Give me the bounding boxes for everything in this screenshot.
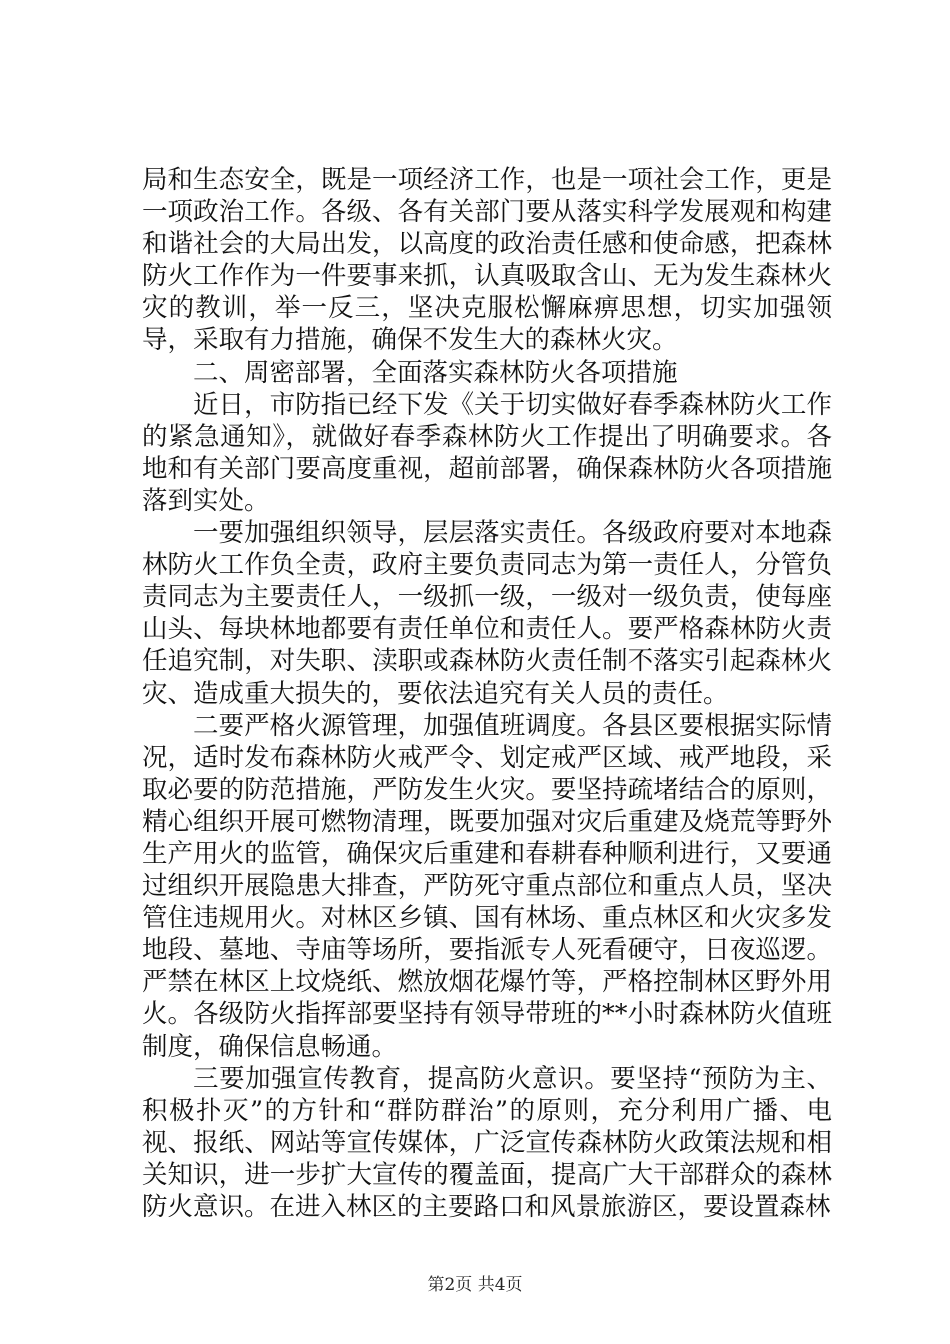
paragraph-1: 局和生态安全，既是一项经济工作，也是一项社会工作，更是一项政治工作。各级、各有关部门要从落实科学发展观和构建和谐社会的大局出发，以高度的政治责任感和使命感，把森林防火工作作为一件要事来抓，认真吸取含山、无为发生森林火灾的教训，举一反三，坚决克服松懈麻痹思想，切实加强领导，采取有力措施，确保不发生大的森林火灾。	[142, 165, 832, 356]
paragraph-2: 近日，市防指已经下发《关于切实做好春季森林防火工作的紧急通知》，就做好春季森林防火工作提出了明确要求。各地和有关部门要高度重视，超前部署，确保森林防火各项措施落到实处。	[142, 389, 832, 516]
paragraph-5: 三要加强宣传教育，提高防火意识。要坚持“预防为主、积极扑灭”的方针和“群防群治”的原则，充分利用广播、电视、报纸、网站等宣传媒体，广泛宣传森林防火政策法规和相关知识，进一步扩大宣传的覆盖面，提高广大干部群众的森林防火意识。在进入林区的主要路口和风景旅游区，要设置森林	[142, 1063, 832, 1222]
page-number-footer: 第2页 共4页	[427, 1275, 523, 1295]
section-heading-2: 二、周密部署，全面落实森林防火各项措施	[193, 357, 678, 388]
document-body	[142, 164, 832, 1223]
paragraph-4: 二要严格火源管理，加强值班调度。各县区要根据实际情况，适时发布森林防火戒严令、划定戒严区域、戒严地段，采取必要的防范措施，严防发生火灾。要坚持疏堵结合的原则，精心组织开展可燃物清理，既要加强对灾后重建及烧荒等野外生产用火的监管，确保灾后重建和春耕春种顺利进行，又要通过组织开展隐患大排查，严防死守重点部位和重点人员，坚决管住违规用火。对林区乡镇、国有林场、重点林区和火灾多发地段、墓地、寺庙等场所，要指派专人死看硬守，日夜巡逻。严禁在林区上坟烧纸、燃放烟花爆竹等，严格控制林区野外用火。各级防火指挥部要坚持有领导带班的**小时森林防火值班制度，确保信息畅通。	[142, 710, 832, 1062]
paragraph-3: 一要加强组织领导，层层落实责任。各级政府要对本地森林防火工作负全责，政府主要负责同志为第一责任人，分管负责同志为主要责任人，一级抓一级，一级对一级负责，使每座山头、每块林地都要有责任单位和责任人。要严格森林防火责任追究制，对失职、渎职或森林防火责任制不落实引起森林火灾、造成重大损失的，要依法追究有关人员的责任。	[142, 518, 832, 709]
